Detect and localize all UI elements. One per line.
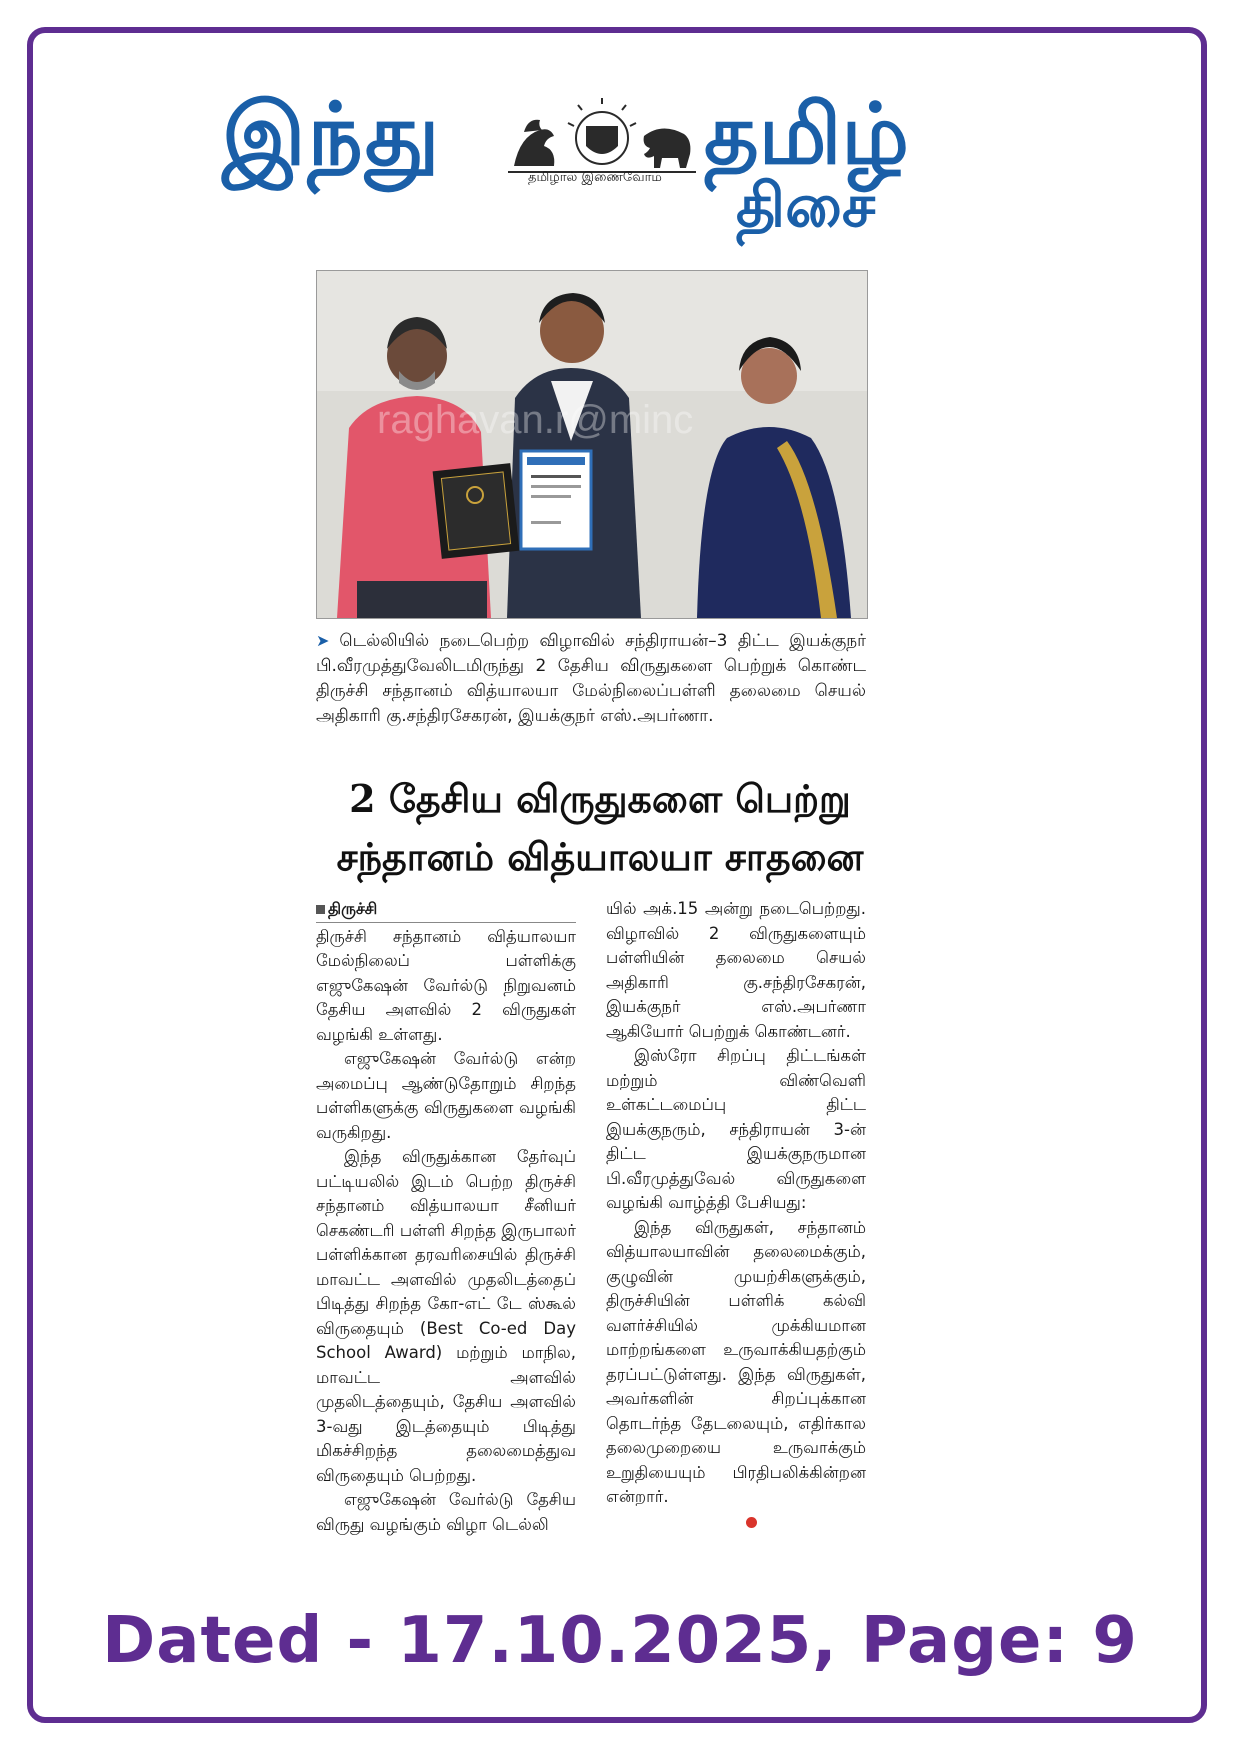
masthead-tagline: தமிழால் இணைவோம்: [528, 170, 662, 185]
headline-line-1: 2 தேசிய விருதுகளை பெற்று: [349, 776, 851, 821]
square-bullet-icon: [316, 905, 325, 914]
photo-caption: [316, 628, 866, 729]
article-column-right: [606, 897, 866, 1534]
masthead: [222, 86, 962, 246]
paragraph: எஜுகேஷன் வேர்ல்டு தேசிய விருது வழங்கும் விழா டெல்லி: [316, 1490, 576, 1534]
dateline-text: திருச்சி: [328, 899, 378, 918]
masthead-name-right: தமிழ்: [704, 85, 909, 183]
date-page-footer: Dated - 17.10.2025, Page: 9: [102, 1604, 1138, 1678]
photo-watermark: raghavan.r@minc: [377, 398, 694, 442]
paragraph: இந்த விருதுகள், சந்தானம் வித்யாலயாவின் தலைமைக்கும், குழுவின் முயற்சிகளுக்கும், திருச்சியின் பள்ளிக் கல்வி வளர்ச்சியில் முக்கியமான மாற்றங்களை உருவாக்கியதற்கும் தரப்பட்டுள்ளது. இந்த விருதுகள், அவர்களின் சிறப்புக்கான தொடர்ந்த தேடலையும், எதிர்கால தலைமுறையை உருவாக்கும் உறுதியையும் பிரதிபலிக்கின்றன என்றார்.: [606, 1217, 866, 1506]
masthead-name-left: இந்து: [222, 85, 442, 185]
article-headline: [300, 770, 900, 886]
end-mark-dot-icon: [746, 1517, 757, 1528]
paragraph: இஸ்ரோ சிறப்பு திட்டங்கள் மற்றும் விண்வெளி உள்கட்டமைப்பு திட்ட இயக்குநரும், சந்திராயன் 3-ன் திட்ட இயக்குநருமான பி.வீரமுத்துவேல் விருதுகளை வழங்கி வாழ்த்தி பேசியது:: [606, 1046, 866, 1212]
masthead-name-right-line2: திசை: [736, 171, 876, 241]
award-certificate: [521, 451, 591, 549]
paragraph: எஜுகேஷன் வேர்ல்டு என்ற அமைப்பு ஆண்டுதோறும் சிறந்த பள்ளிகளுக்கு விருதுகளை வழங்கி வருகிறது.: [316, 1049, 576, 1142]
headline-line-2: சந்தானம் வித்யாலயா சாதனை: [336, 834, 864, 879]
paragraph: இந்த விருதுக்கான தேர்வுப் பட்டியலில் இடம் பெற்ற திருச்சி சந்தானம் வித்யாலயா சீனியர் செகண்டரி பள்ளி சிறந்த இருபாலர் பள்ளிக்கான தரவரிசையில் திருச்சி மாவட்ட அளவில் முதலிடத்தைப் பிடித்து சிறந்த கோ-எட் டே ஸ்கூல் விருதையும் (Best Co-ed Day School Award) மற்றும் மாநில, மாவட்ட அளவில் முதலிடத்தையும், தேசிய அளவில் 3-வது இடத்தையும் பிடித்து மிகச்சிறந்த தலைமைத்துவ விருதையும் பெற்றது.: [316, 1147, 576, 1485]
paragraph: திருச்சி சந்தானம் வித்யாலயா மேல்நிலைப் பள்ளிக்கு எஜுகேஷன் வேர்ல்டு நிறுவனம் தேசிய அளவில் 2 விருதுகள் வழங்கி உள்ளது.: [316, 926, 576, 1044]
photo-illustration: [317, 271, 867, 618]
paragraph: யில் அக்.15 அன்று நடைபெற்றது. விழாவில் 2 விருதுகளையும் பள்ளியின் தலைமை செயல் அதிகாரி கு.சந்திரசேகரன், இயக்குநர் எஸ்.அபர்ணா ஆகியோர் பெற்றுக் கொண்டனர்.: [606, 899, 866, 1041]
news-photo: [316, 270, 868, 619]
caption-arrow-icon: ➤: [316, 631, 330, 650]
caption-text: டெல்லியில் நடைபெற்ற விழாவில் சந்திராயன்–3 திட்ட இயக்குநர் பி.வீரமுத்துவேலிடமிருந்து 2 தேசிய விருதுகளை பெற்றுக் கொண்ட திருச்சி சந்தானம் வித்யாலயா மேல்நிலைப்பள்ளி தலைமை செயல் அதிகாரி கு.சந்திரசேகரன், இயக்குநர் எஸ்.அபர்ணா.: [316, 631, 866, 726]
article-column-left: [316, 897, 576, 1537]
dateline: [316, 897, 576, 923]
award-plaque: [433, 463, 520, 559]
